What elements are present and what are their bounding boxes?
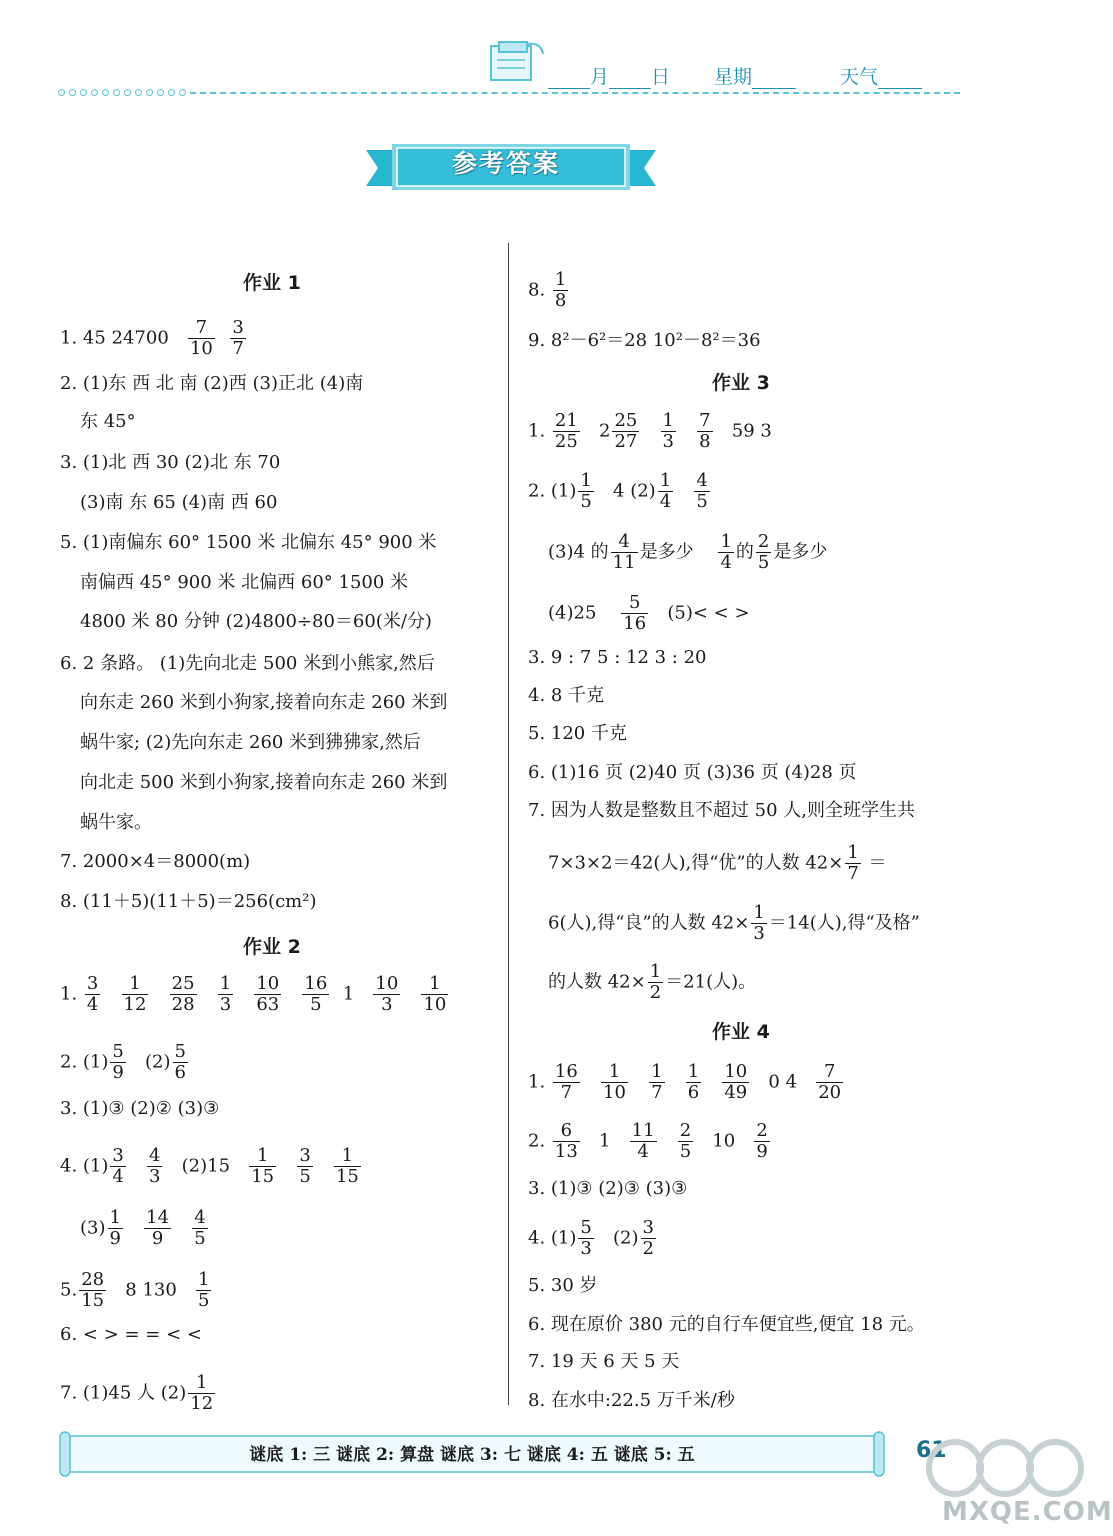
column-divider [508, 243, 509, 1405]
banner-title: 参考答案 [451, 149, 560, 178]
answer-line: 南偏西 45° 900 米 北偏西 60° 1500 米 [80, 572, 409, 593]
answer-line: 2. (1)东 西 北 南 (2)西 (3)正北 (4)南 [60, 373, 364, 394]
day-label: 日 [651, 66, 671, 88]
answer-line: 2. (1) $\frac{1}{5}$ 4 (2) $\frac{1}{4}$ $\frac{4}{5}$ [528, 470, 708, 512]
answer-line: (3) $\frac{1}{9}$ $\frac{14}{9}$ $\frac{4}{5}$ [80, 1207, 206, 1249]
answer-line: 1. $\frac{16}{7}$ $\frac{1}{10}$ $\frac{1}{7}$ $\frac{1}{6}$ $\frac{10}{49}$ 0 4 $\frac{7}{20}$ [528, 1061, 842, 1103]
answer-line: 2. $\frac{6}{13}$ 1 $\frac{11}{4}$ $\frac{2}{5}$ 10 $\frac{2}{9}$ [528, 1120, 768, 1162]
answer-line: 蜗牛家; (2)先向东走 260 米到狒狒家,然后 [80, 732, 421, 753]
answer-line: 5. (1)南偏东 60° 1500 米 北偏东 45° 900 米 [60, 532, 437, 553]
answer-line: 向北走 500 米到小狗家,接着向东走 260 米到 [80, 772, 448, 793]
answer-line: 4. 8 千克 [528, 685, 605, 706]
answer-line: 8. (11＋5)(11＋5)＝256(cm²) [60, 891, 317, 912]
answer-line: 4. (1) $\frac{3}{4}$ $\frac{4}{3}$ (2)15 $\frac{1}{15}$ $\frac{3}{5}$ $\frac{1}{15}$ [60, 1145, 359, 1187]
answer-line: 9. 8²－6²＝28 10²－8²＝36 [528, 330, 761, 351]
fraction: $\frac{7}{10}$ [189, 317, 213, 359]
page-header [0, 0, 1089, 110]
answer-line: 东 45° [80, 411, 136, 432]
page-number: 61 [916, 1438, 947, 1463]
answer-line: 5. 120 千克 [528, 723, 627, 744]
answer-line: 6. (1)16 页 (2)40 页 (3)36 页 (4)28 页 [528, 762, 857, 783]
answer-line: 5. 30 岁 [528, 1275, 598, 1296]
answer-line: 1. $\frac{3}{4}$ $\frac{1}{12}$ $\frac{25}{28}$ $\frac{1}{3}$ $\frac{10}{63}$ $\frac{16}{5}$ 1 $\frac{10}{3}$ $\frac{1}{10}$ [60, 973, 447, 1015]
watermark-text: MXQE.COM [942, 1497, 1113, 1527]
answer-line: 向东走 260 米到小狗家,接着向东走 260 米到 [80, 692, 448, 713]
weekday-label: 星期 [714, 66, 753, 88]
weather-label: 天气 [840, 66, 879, 88]
answer-line: 蜗牛家。 [80, 812, 152, 833]
riddle-answers: 谜底 1: 三 谜底 2: 算盘 谜底 3: 七 谜底 4: 五 谜底 5: 五 [249, 1445, 695, 1465]
document-clip-icon [487, 38, 547, 86]
answer-line: 7. 2000×4＝8000(m) [60, 851, 251, 872]
date-weather-line [548, 62, 922, 89]
answer-line: 1. 45 24700 $\frac{7}{10}$ $\frac{3}{7}$ [60, 317, 244, 359]
month-label: 月 [590, 66, 610, 88]
section-heading: 作业 3 [712, 372, 770, 394]
answer-line: 6. 2 条路。 (1)先向北走 500 米到小熊家,然后 [60, 653, 435, 674]
answer-line: 3. (1)③ (2)② (3)③ [60, 1098, 220, 1119]
answer-line: 2. (1) $\frac{5}{9}$ (2) $\frac{5}{6}$ [60, 1041, 186, 1083]
answer-line: 7. 19 天 6 天 5 天 [528, 1351, 680, 1372]
answer-line: 4800 米 80 分钟 (2)4800÷80＝60(米/分) [80, 611, 432, 632]
section-heading: 作业 2 [243, 936, 301, 958]
answer-line: (4)25 $\frac{5}{16}$ (5)< < > [548, 592, 750, 634]
answer-line: 8. 在水中:22.5 万千米/秒 [528, 1390, 735, 1411]
answer-line: 6. < > = = < < [60, 1324, 202, 1345]
answer-line: 7×3×2＝42(人),得“优”的人数 42× $\frac{1}{7}$ ＝ [548, 842, 887, 884]
fraction: $\frac{3}{7}$ [232, 317, 244, 359]
section-heading: 作业 1 [243, 272, 301, 294]
dotted-rule [58, 89, 186, 96]
answer-line: (3)4 的 $\frac{4}{11}$ 是多少 $\frac{1}{4}$ 的 $\frac{2}{5}$ 是多少 [548, 531, 828, 573]
section-heading: 作业 4 [712, 1021, 770, 1043]
answer-line: 的人数 42× $\frac{1}{2}$ ＝21(人)。 [548, 961, 757, 1003]
answer-line: 6. 现在原价 380 元的自行车便宜些,便宜 18 元。 [528, 1314, 925, 1335]
answer-line: 5. $\frac{28}{15}$ 8 130 $\frac{1}{5}$ [60, 1269, 210, 1311]
answer-line: 7. (1)45 人 (2) $\frac{1}{12}$ [60, 1372, 214, 1414]
answer-line: 8. $\frac{1}{8}$ [528, 269, 567, 311]
answer-line: (3)南 东 65 (4)南 西 60 [80, 492, 278, 513]
answer-line: 3. (1)北 西 30 (2)北 东 70 [60, 452, 281, 473]
answer-line: 4. (1) $\frac{5}{3}$ (2) $\frac{3}{2}$ [528, 1217, 654, 1259]
dashed-rule [190, 92, 960, 94]
answer-line: 7. 因为人数是整数且不超过 50 人,则全班学生共 [528, 800, 915, 821]
answer-line: 3. (1)③ (2)③ (3)③ [528, 1178, 688, 1199]
answer-line: 1. $\frac{21}{25}$ 2 $\frac{25}{27}$ $\frac{1}{3}$ $\frac{7}{8}$ 59 3 [528, 410, 772, 452]
answer-line: 6(人),得“良”的人数 42× $\frac{1}{3}$ ＝14(人),得“及格” [548, 902, 920, 944]
answer-line: 3. 9 : 7 5 : 12 3 : 20 [528, 647, 707, 668]
